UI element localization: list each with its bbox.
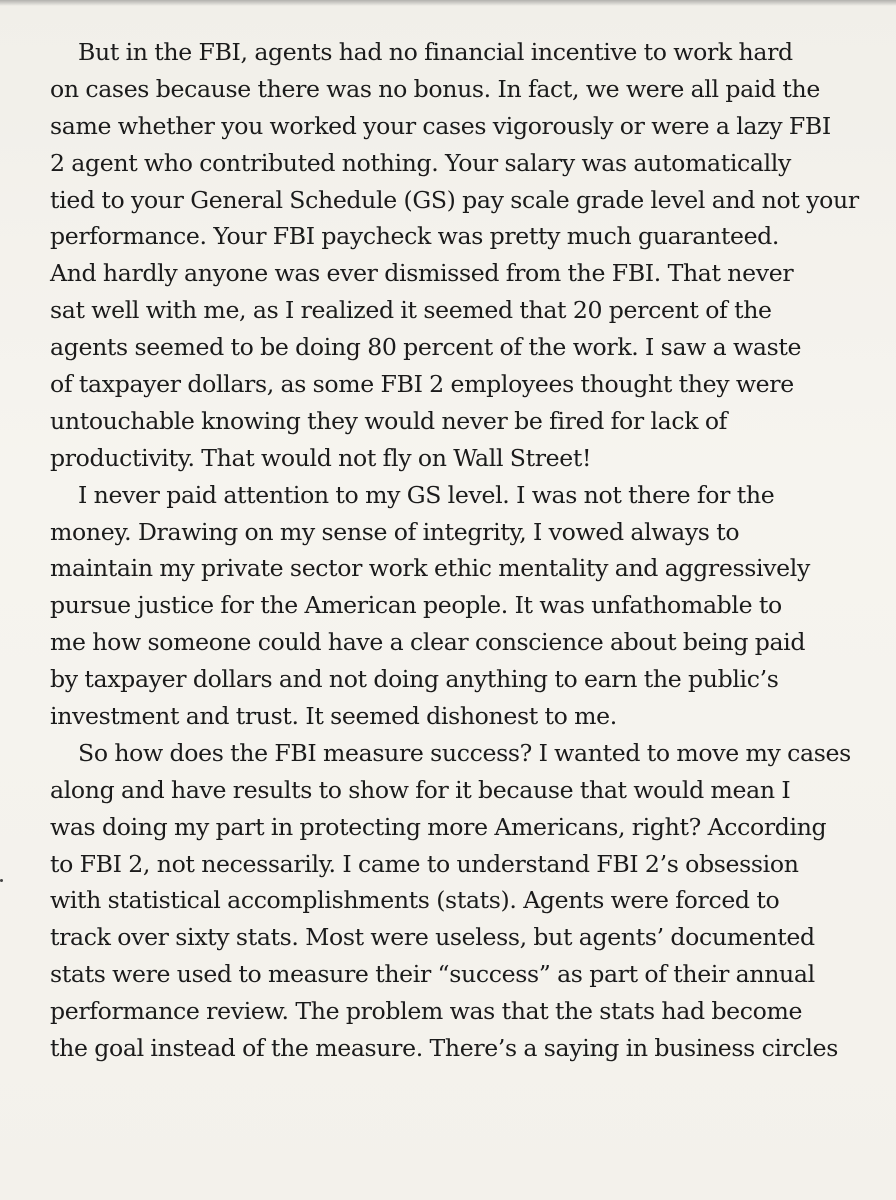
text-line: performance. Your FBI paycheck was pretty much guaranteed. [50, 222, 780, 251]
text-line: tied to your General Schedule (GS) pay scale grade level and not your [50, 185, 859, 214]
text-line: to FBI 2, not necessarily. I came to understand FBI 2’s obsession [50, 849, 799, 878]
text-line: pursue justice for the American people. It was unfathomable to [50, 591, 782, 620]
text-line: was doing my part in protecting more Americans, right? According [50, 812, 827, 841]
text-line: productivity. That would not fly on Wall Street! [50, 443, 592, 472]
text-line: track over sixty stats. Most were useless, but agents’ documented [50, 923, 815, 952]
text-line: agents seemed to be doing 80 percent of the work. I saw a waste [50, 333, 802, 362]
text-line: with statistical accomplishments (stats). Agents were forced to [50, 886, 780, 915]
text-line: same whether you worked your cases vigorously or were a lazy FBI [50, 111, 831, 140]
text-line: investment and trust. It seemed dishonest to me. [50, 702, 617, 731]
text-line: on cases because there was no bonus. In fact, we were all paid the [50, 74, 821, 103]
text-line: along and have results to show for it because that would mean I [50, 775, 791, 804]
text-line: sat well with me, as I realized it seemed that 20 percent of the [50, 296, 772, 325]
text-line: stats were used to measure their “success” as part of their annual [50, 960, 815, 989]
text-line: the goal instead of the measure. There’s a saying in business circles [50, 1034, 838, 1063]
text-line: untouchable knowing they would never be fired for lack of [50, 406, 728, 435]
text-line: I never paid attention to my GS level. I was not there for the [78, 480, 775, 509]
text-line: But in the FBI, agents had no financial incentive to work hard [78, 38, 793, 66]
text-line: 2 agent who contributed nothing. Your salary was automatically [50, 148, 791, 177]
body-text [50, 34, 880, 1067]
text-line: of taxpayer dollars, as some FBI 2 employees thought they were [50, 370, 794, 399]
paragraph-1 [50, 34, 880, 477]
paragraph-3 [50, 735, 880, 1067]
page-top-shadow [0, 0, 896, 6]
text-line: by taxpayer dollars and not doing anything to earn the public’s [50, 665, 779, 694]
text-line: me how someone could have a clear conscience about being paid [50, 628, 806, 657]
text-line: maintain my private sector work ethic mentality and aggressively [50, 554, 810, 583]
paragraph-2 [50, 477, 880, 735]
text-line: So how does the FBI measure success? I wanted to move my cases [78, 738, 851, 767]
text-line: And hardly anyone was ever dismissed from the FBI. That never [50, 259, 794, 288]
text-line: performance review. The problem was that the stats had become [50, 997, 803, 1026]
margin-dot [0, 879, 3, 882]
text-line: money. Drawing on my sense of integrity, I vowed always to [50, 517, 740, 546]
